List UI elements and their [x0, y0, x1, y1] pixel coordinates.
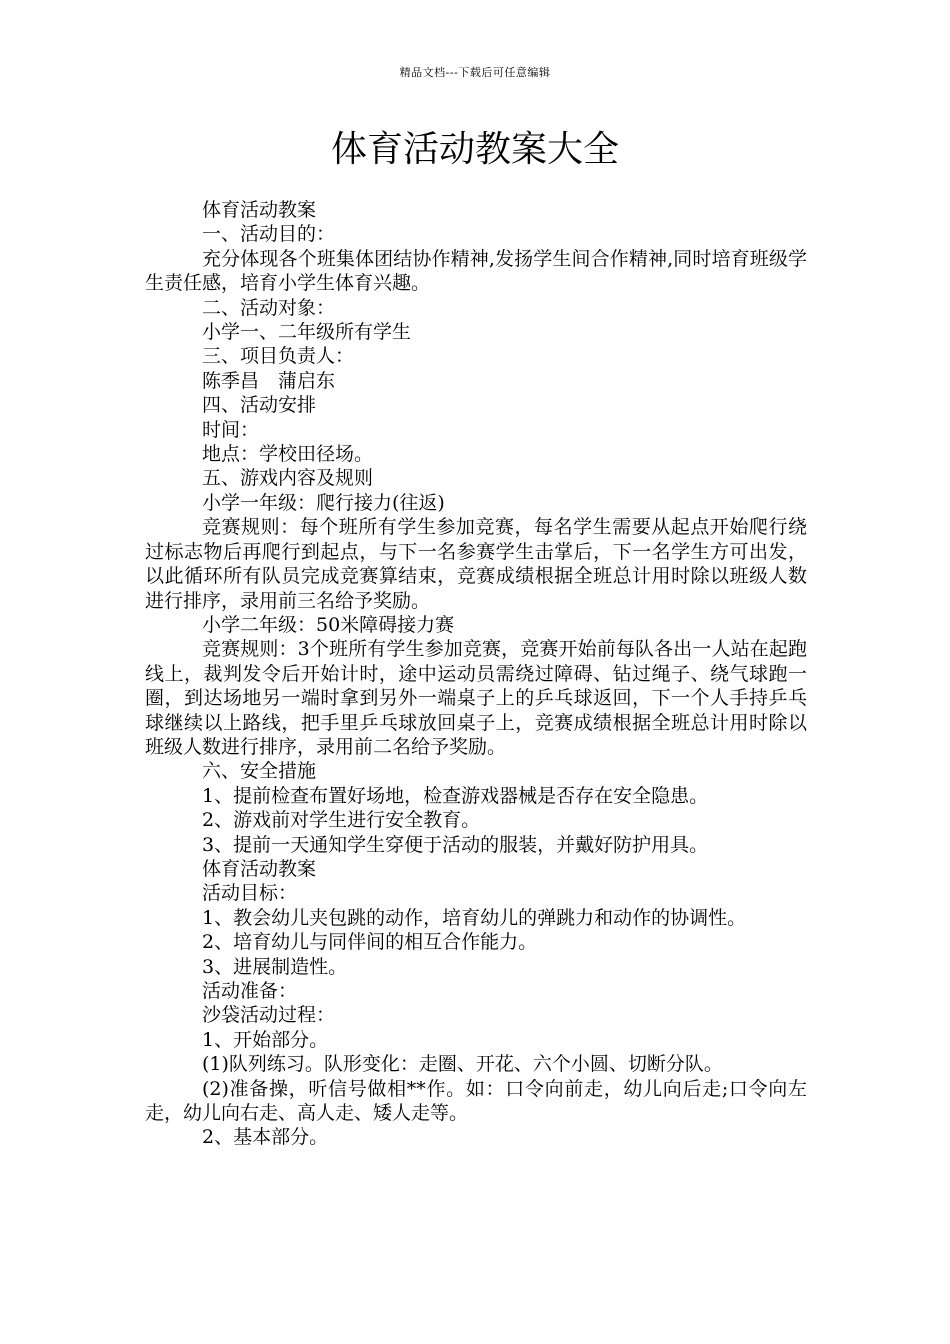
paragraph: 2、培育幼儿与同伴间的相互合作能力。 [202, 931, 538, 954]
document-title: 体育活动教案大全 [330, 129, 619, 170]
paragraph: 一、活动目的： [202, 223, 336, 246]
paragraph: 小学二年级：50米障碍接力赛 [202, 613, 455, 636]
paragraph: 1、教会幼儿夹包跳的动作，培育幼儿的弹跳力和动作的协调性。 [202, 906, 747, 929]
paragraph: 3、提前一天通知学生穿便于活动的服装，并戴好防护用具。 [202, 833, 709, 856]
paragraph: (2)准备操，听信号做相**作。如：口令向前走，幼儿向后走;口令向左走，幼儿向右走、高人走、矮人走等。 [145, 1077, 807, 1125]
paragraph: 六、安全措施 [202, 760, 317, 783]
paragraph: 3、进展制造性。 [202, 955, 348, 978]
paragraph: 四、活动安排 [202, 394, 317, 417]
paragraph: 三、项目负责人： [202, 345, 355, 368]
paragraph: 竞赛规则：每个班所有学生参加竞赛，每名学生需要从起点开始爬行绕过标志物后再爬行到起点，与下一名参赛学生击掌后，下一名学生方可出发，以此循环所有队员完成竞赛算结束，竞赛成绩根据全班总计用时除以班级人数进行排序，录用前三名给予奖励。 [145, 516, 807, 612]
document-body [145, 198, 807, 1150]
paragraph: 陈季昌 蒲启东 [202, 369, 336, 392]
paragraph: 小学一、二年级所有学生 [202, 321, 412, 344]
paragraph: 时间： [202, 418, 260, 441]
paragraph: 二、活动对象： [202, 296, 336, 319]
paragraph: 活动准备： [202, 980, 298, 1002]
paragraph: 地点：学校田径场。 [202, 443, 374, 466]
paragraph: 沙袋活动过程： [202, 1004, 336, 1027]
paragraph: 1、提前检查布置好场地，检查游戏器械是否存在安全隐患。 [202, 784, 709, 807]
paragraph: 充分体现各个班集体团结协作精神,发扬学生间合作精神,同时培育班级学生责任感，培育小学生体育兴趣。 [145, 247, 807, 295]
paragraph: 小学一年级：爬行接力(往返) [202, 491, 445, 514]
page-header: 精品文档---下载后可任意编辑 [399, 66, 551, 79]
paragraph: 1、开始部分。 [202, 1028, 329, 1051]
paragraph: 竞赛规则：3个班所有学生参加竞赛，竞赛开始前每队各出一人站在起跑线上，裁判发令后开始计时，途中运动员需绕过障碍、钻过绳子、绕气球跑一圈，到达场地另一端时拿到另外一端桌子上的乒乓球返回，下一个人手持乒乓球继续以上路线，把手里乒乓球放回桌子上，竞赛成绩根据全班总计用时除以班级人数进行排序，录用前二名给予奖励。 [145, 638, 807, 758]
paragraph: 体育活动教案 [202, 199, 317, 221]
paragraph: (1)队列练习。队形变化：走圈、开花、六个小圆、切断分队。 [202, 1053, 723, 1076]
paragraph: 2、基本部分。 [202, 1126, 329, 1149]
paragraph: 活动目标： [202, 882, 298, 905]
paragraph: 体育活动教案 [202, 857, 317, 880]
paragraph: 2、游戏前对学生进行安全教育。 [202, 809, 481, 832]
paragraph: 五、游戏内容及规则 [202, 467, 374, 490]
